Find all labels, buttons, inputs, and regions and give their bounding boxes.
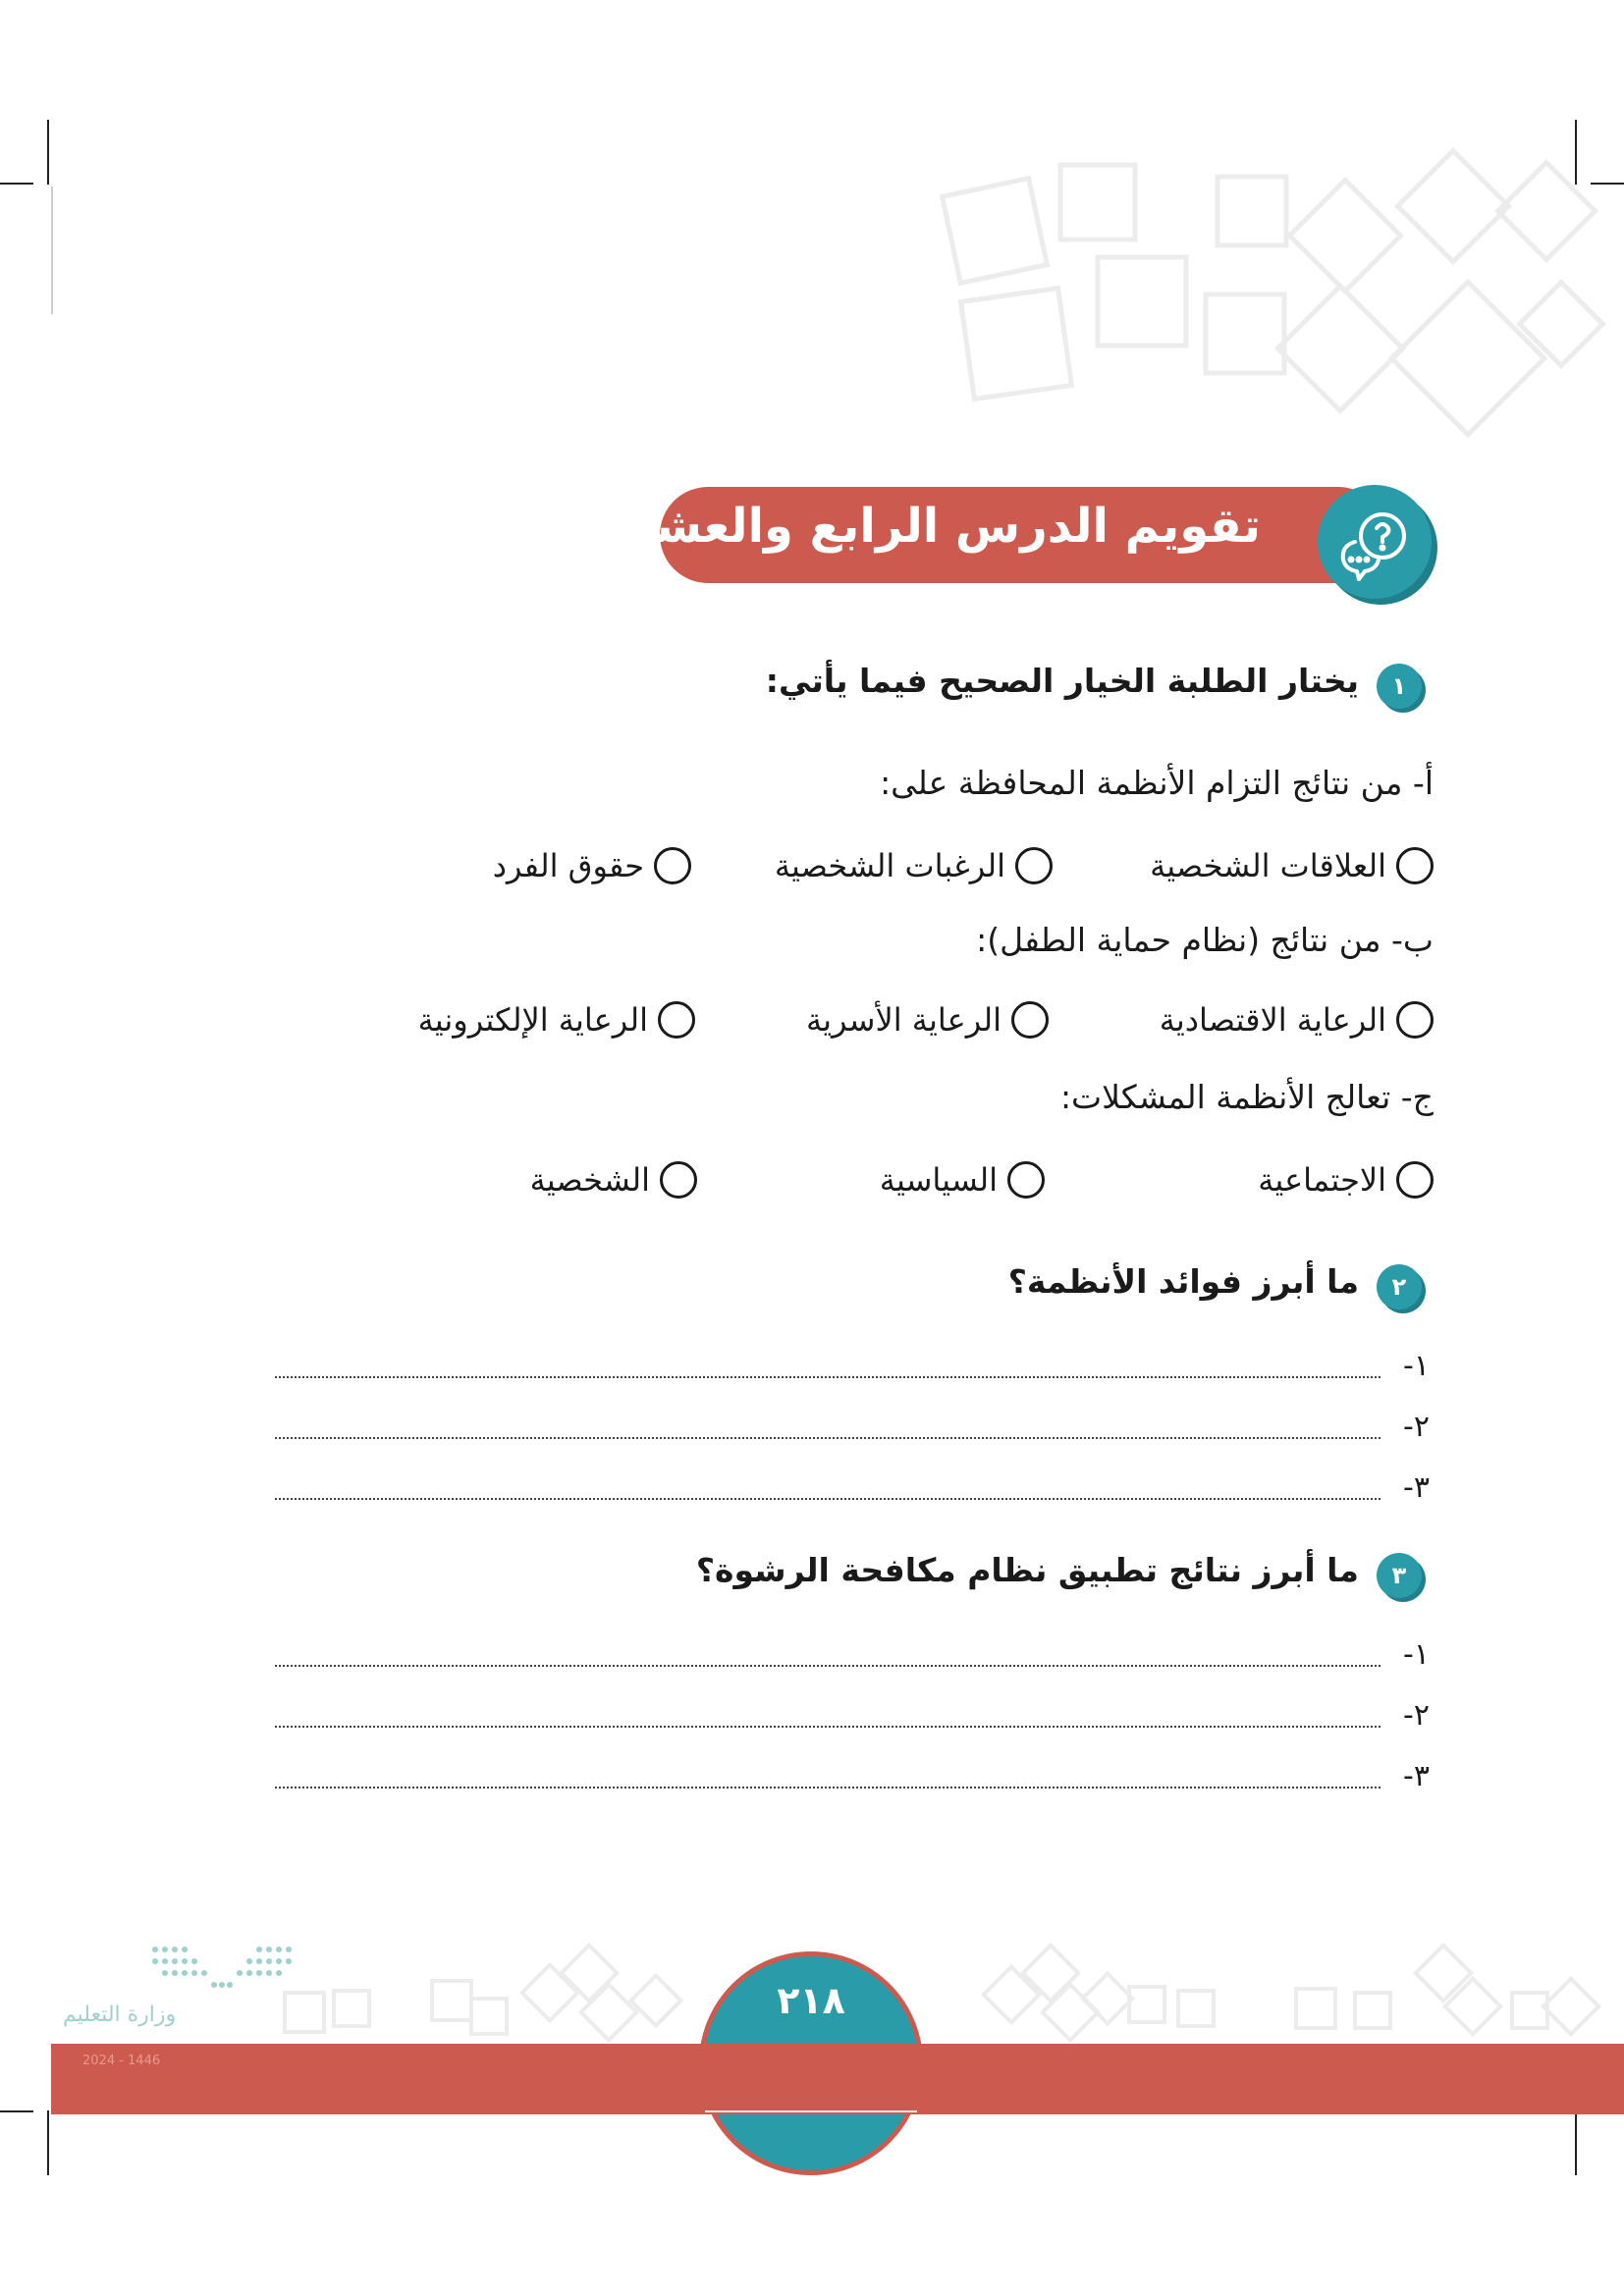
- radio-circle-icon[interactable]: [1011, 1001, 1049, 1039]
- option-b3[interactable]: [418, 995, 695, 1044]
- footer-band-center: [704, 2044, 918, 2114]
- ministry-name: وزارة التعليم: [63, 2002, 177, 2027]
- option-a2[interactable]: [775, 841, 1053, 890]
- option-label: الرعاية الأسرية: [805, 1001, 1001, 1039]
- radio-circle-icon[interactable]: [1396, 1161, 1434, 1199]
- ministry-year: 2024 - 1446: [82, 2054, 161, 2068]
- option-label: الرعاية الاقتصادية: [1159, 1001, 1386, 1039]
- footer-band-overlay: [923, 2044, 1624, 2114]
- radio-circle-icon[interactable]: [658, 1001, 695, 1039]
- option-c3[interactable]: [530, 1155, 697, 1204]
- lesson-title: تقويم الدرس الرابع والعشرين: [566, 499, 1261, 554]
- answer-label: ٢-: [1403, 1410, 1430, 1444]
- option-label: السياسية: [879, 1161, 998, 1199]
- radio-circle-icon[interactable]: [654, 847, 691, 884]
- option-label: الاجتماعية: [1258, 1161, 1386, 1199]
- footer-center-line: [705, 2110, 917, 2112]
- answer-label: ٣-: [1403, 1470, 1430, 1505]
- option-c1[interactable]: [1258, 1155, 1434, 1204]
- option-b1[interactable]: [1160, 995, 1434, 1044]
- crop-mark: [47, 2110, 49, 2175]
- answer-label: ٢-: [1403, 1698, 1430, 1733]
- question-chat-icon: [1333, 503, 1416, 585]
- answer-line[interactable]: [275, 1665, 1380, 1667]
- question-number-2: ٢: [1377, 1264, 1422, 1309]
- answer-line[interactable]: [275, 1726, 1380, 1728]
- crop-mark: [0, 2110, 33, 2112]
- crop-mark: [1575, 2110, 1577, 2175]
- radio-circle-icon[interactable]: [1396, 1001, 1434, 1039]
- option-label: العلاقات الشخصية: [1150, 847, 1386, 884]
- question-number-1: ١: [1377, 664, 1422, 709]
- answer-label: ١-: [1403, 1349, 1430, 1383]
- answer-line[interactable]: [275, 1376, 1380, 1378]
- option-label: الشخصية: [529, 1161, 650, 1199]
- answer-label: ٣-: [1403, 1759, 1430, 1793]
- question-3-text: ما أبرز نتائج تطبيق نظام مكافحة الرشوة؟: [695, 1551, 1359, 1589]
- radio-circle-icon[interactable]: [660, 1161, 697, 1199]
- subquestion-c: ج- تعالج الأنظمة المشكلات:: [1059, 1078, 1434, 1116]
- answer-line[interactable]: [275, 1437, 1380, 1439]
- option-label: الرعاية الإلكترونية: [417, 1001, 648, 1039]
- radio-circle-icon[interactable]: [1007, 1161, 1045, 1199]
- radio-circle-icon[interactable]: [1396, 847, 1434, 884]
- option-label: الرغبات الشخصية: [774, 847, 1005, 884]
- question-1-text: يختار الطلبة الخيار الصحيح فيما يأتي:: [765, 662, 1359, 700]
- option-b2[interactable]: [806, 995, 1049, 1044]
- answer-line[interactable]: [275, 1787, 1380, 1789]
- subquestion-a: أ- من نتائج التزام الأنظمة المحافظة على:: [880, 764, 1434, 802]
- radio-circle-icon[interactable]: [1015, 847, 1053, 884]
- answer-label: ١-: [1403, 1637, 1430, 1672]
- ministry-logo-icon: [145, 1942, 298, 2001]
- question-2-text: ما أبرز فوائد الأنظمة؟: [1007, 1262, 1359, 1301]
- answer-line[interactable]: [275, 1498, 1380, 1500]
- option-c2[interactable]: [880, 1155, 1045, 1204]
- decorative-pattern-top: [0, 0, 1624, 510]
- option-label: حقوق الفرد: [492, 847, 644, 884]
- subquestion-b: ب- من نتائج (نظام حماية الطفل):: [976, 921, 1434, 959]
- page-number: ٢١٨: [777, 1979, 845, 2022]
- question-number-3: ٣: [1377, 1553, 1422, 1598]
- option-a1[interactable]: [1150, 841, 1434, 890]
- option-a3[interactable]: [493, 841, 691, 890]
